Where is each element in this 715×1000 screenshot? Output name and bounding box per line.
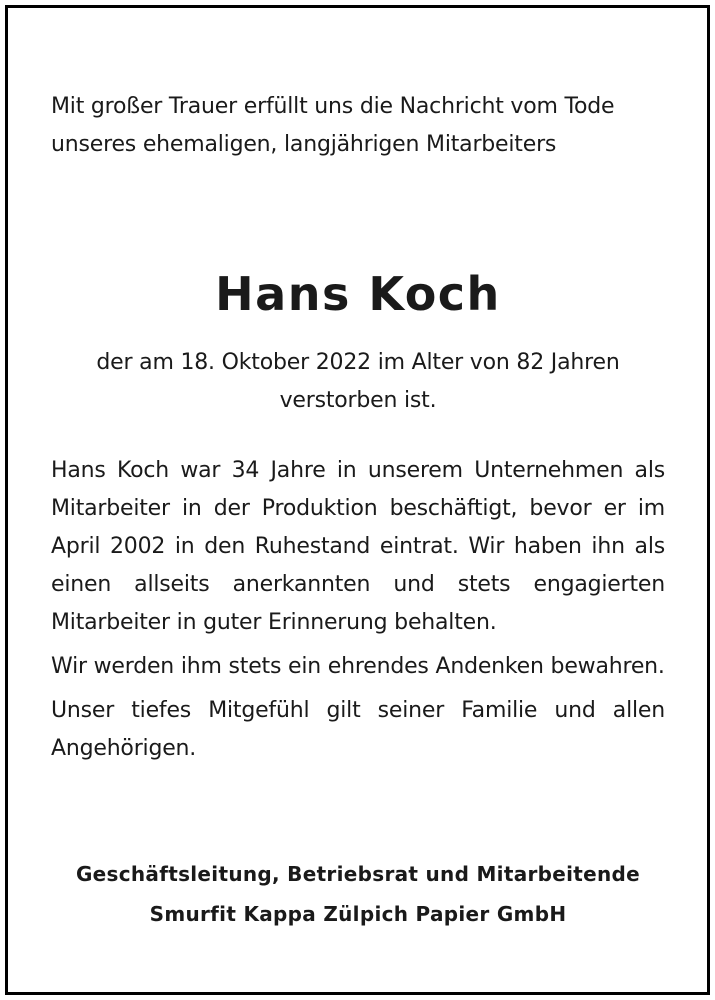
body-text	[51, 452, 665, 768]
intro-line: Mit großer Trauer erfüllt uns die Nachricht vom Tode	[51, 94, 615, 119]
signature-block	[51, 854, 665, 934]
signature-signatories: Geschäftsleitung, Betriebsrat und Mitarbeitende	[75, 862, 641, 886]
deceased-name: Hans Koch	[215, 266, 501, 321]
death-info	[51, 344, 665, 420]
obituary-notice	[5, 5, 710, 995]
notice-content	[51, 8, 665, 992]
body-paragraph-career: Hans Koch war 34 Jahre in unserem Unternehmen als Mitarbeiter in der Produktion beschäftigt, bevor er im April 2002 in den Ruhestand eintrat. Wir haben ihn als einen allseits anerkannten und stets engagierten Mitarbeiter in guter Erinnerung behalten.	[51, 458, 665, 635]
signature-company: Smurfit Kappa Zülpich Papier GmbH	[149, 902, 567, 926]
death-info-line: der am 18. Oktober 2022 im Alter von 82 Jahren	[96, 350, 620, 375]
body-paragraph-remembrance: Wir werden ihm stets ein ehrendes Andenken bewahren.	[51, 654, 665, 679]
intro-line: unseres ehemaligen, langjährigen Mitarbeiters	[51, 132, 557, 157]
body-paragraph-condolence: Unser tiefes Mitgefühl gilt seiner Familie und allen Angehörigen.	[51, 698, 665, 761]
death-info-line: verstorben ist.	[279, 388, 437, 413]
intro-text	[51, 88, 665, 164]
